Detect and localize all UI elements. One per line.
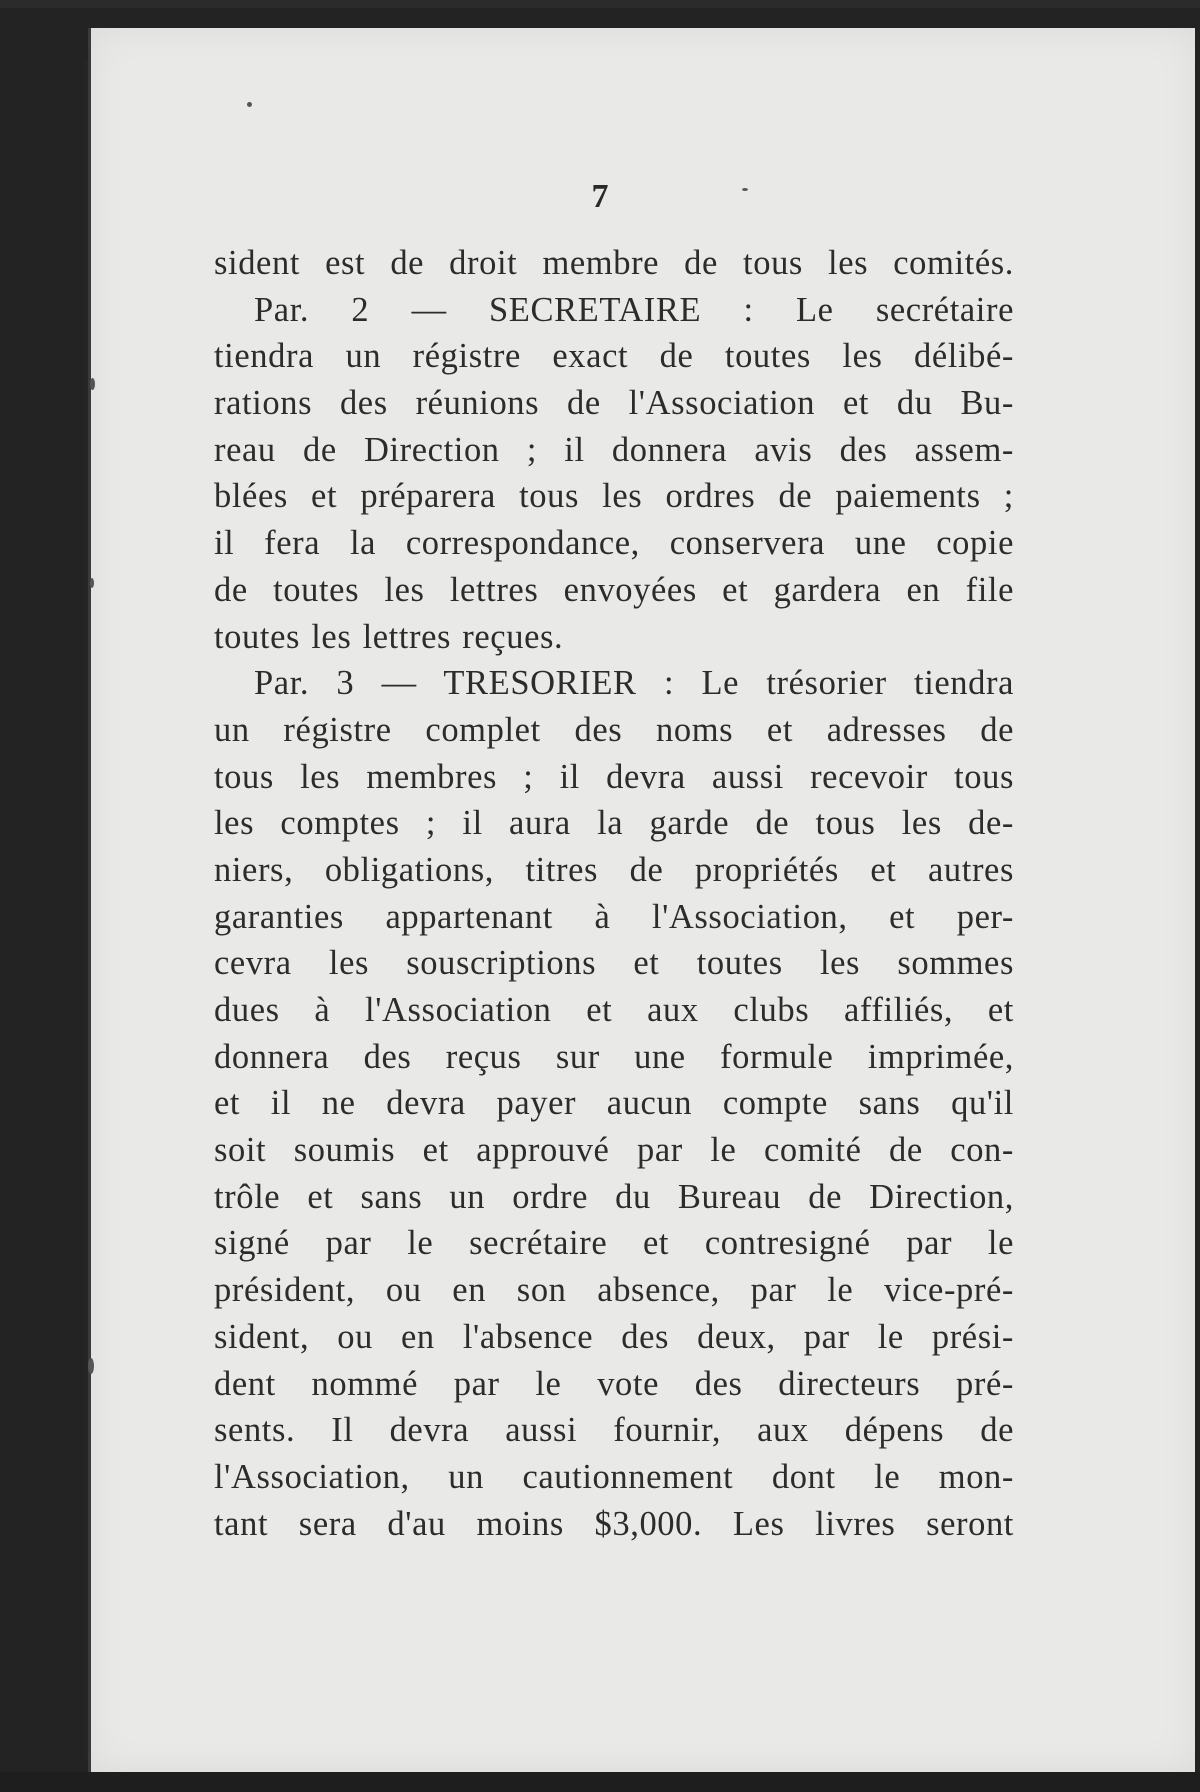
text-line: blées et préparera tous les ordres de paiements ; — [214, 477, 1014, 516]
text-line: Par. 2 — SECRETAIRE : Le secrétaire — [254, 290, 1014, 329]
text-line: de toutes les lettres envoyées et gardera en file — [214, 570, 1014, 609]
text-line: dues à l'Association et aux clubs affiliés, et — [214, 991, 1014, 1029]
text-line: il fera la correspondance, conservera une copie — [214, 524, 1014, 563]
text-line: donnera des reçus sur une formule imprimée, — [214, 1037, 1014, 1076]
text-line: sident, ou en l'absence des deux, par le prési- — [214, 1317, 1014, 1356]
text-line: soit soumis et approuvé par le comité de con- — [214, 1131, 1014, 1170]
page-speck — [247, 102, 252, 107]
text-line: un régistre complet des noms et adresses de — [214, 710, 1014, 749]
text-line: tiendra un régistre exact de toutes les délibé- — [214, 337, 1014, 376]
text-line: reau de Direction ; il donnera avis des assem- — [214, 430, 1014, 469]
text-line: rations des réunions de l'Association et du Bu- — [214, 384, 1014, 423]
text-line: l'Association, un cautionnement dont le mon- — [214, 1457, 1014, 1496]
text-line: niers, obligations, titres de propriétés et autres — [214, 850, 1014, 889]
binding-mark — [84, 60, 88, 1760]
text-line: trôle et sans un ordre du Bureau de Direction, — [214, 1177, 1014, 1216]
text-line: président, ou en son absence, par le vice-pré- — [214, 1271, 1014, 1310]
text-line: sident est de droit membre de tous les comités. — [214, 244, 1014, 282]
text-line: tant sera d'au moins $3,000. Les livres seront — [214, 1504, 1014, 1543]
text-line: Par. 3 — TRESORIER : Le trésorier tiendra — [254, 664, 1014, 703]
page-speck — [90, 378, 95, 390]
scan-top-edge — [0, 0, 1200, 8]
text-line: signé par le secrétaire et contresigné par le — [214, 1224, 1014, 1263]
page-speck — [90, 578, 94, 588]
text-line: toutes les lettres reçues. — [214, 617, 564, 656]
page-number: 7 — [591, 178, 609, 215]
text-line: cevra les souscriptions et toutes les sommes — [214, 944, 1014, 983]
scan-bottom-edge — [0, 1772, 1200, 1792]
text-line: sents. Il devra aussi fournir, aux dépens de — [214, 1411, 1014, 1450]
text-line: et il ne devra payer aucun compte sans qu'il — [214, 1084, 1014, 1123]
body-text — [214, 240, 1014, 1547]
text-line: tous les membres ; il devra aussi recevoir tous — [214, 757, 1014, 796]
text-line: dent nommé par le vote des directeurs pré- — [214, 1364, 1014, 1403]
text-line: les comptes ; il aura la garde de tous les de- — [214, 804, 1014, 843]
page-speck — [88, 1358, 94, 1374]
text-line: garanties appartenant à l'Association, et per- — [214, 897, 1014, 936]
